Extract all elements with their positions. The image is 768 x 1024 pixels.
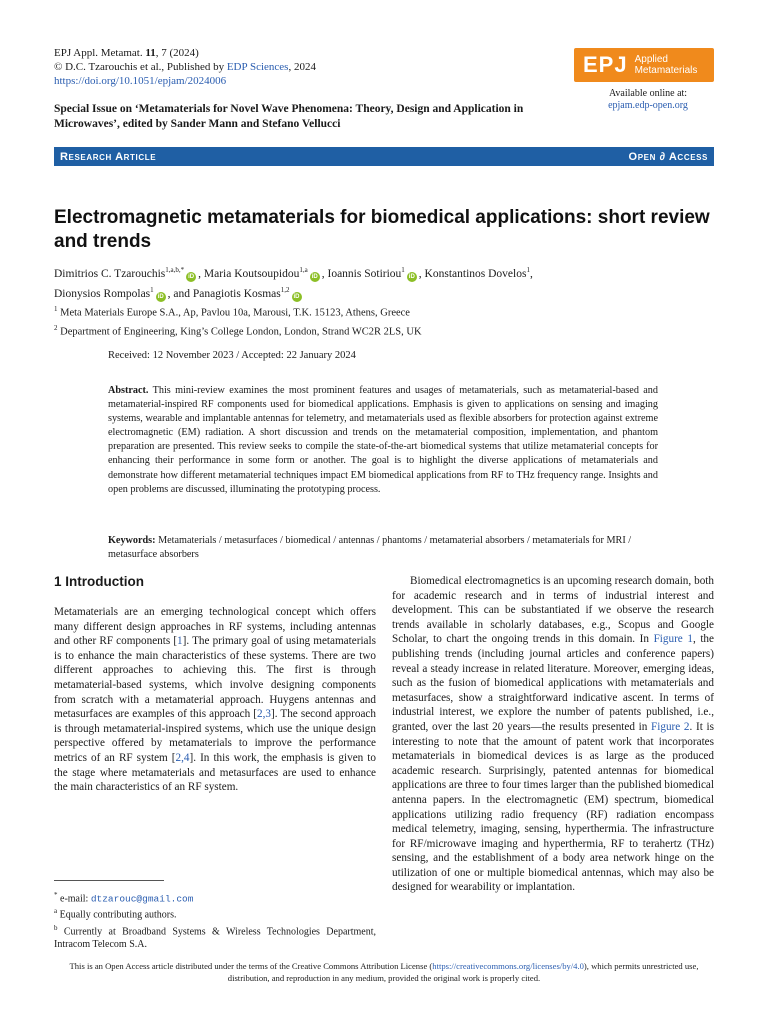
author: Maria Koutsoupidou bbox=[203, 267, 300, 280]
orcid-icon[interactable]: iD bbox=[311, 273, 318, 280]
author-superscript: 1,2 bbox=[280, 285, 290, 294]
left-column-body: Metamaterials are an emerging technological concept which offers many different design approaches in RF systems, including antennas and other RF components [1]. The primary goal of using metamaterials is to enhance the main characteristics of these systems. There are two different approaches to achieving this. The first is through metamaterial-based systems, which involve designing components from scratch with a metamaterial approach. Huygens antennas and metasurfaces are examples of this approach [2,3]. The second approach is through metamaterial-inspired systems, which use the unique design perspective offered by metamaterials to improve the performance metrics of an RF system [2,4]. In this work, the emphasis is given to the stage where metamaterials and metasurfaces are used to enhance the main characteristics of an RF system. bbox=[54, 606, 376, 794]
orcid-icon[interactable]: iD bbox=[408, 273, 415, 280]
orcid-icon[interactable]: iD bbox=[157, 293, 164, 300]
right-column-body: Biomedical electromagnetics is an upcoming research domain, both for academic research and in terms of industrial interest and development. This can be substantiated if we observe the research trends available in scholarly databases, e.g., Scopus and Google Scholar, to chart the ongoing trends in this domain. In Figure 1, the publishing trends (including journal articles and conference papers) reveal a steady increase in related literature. Moreover, emerging ideas, such as the fusion of biomedical applications with metamaterials and metasurfaces, show a straightforward indicative ascent. In terms of industrial interest, we explore the number of patents published, i.e., granted, over the last 20 years—the results presented in Figure 2. It is interesting to note that the amount of patent work that incorporates metamaterials in biomedical devices is as large as the produced academic research. Surprisingly, patented antennas for biomedical applications are three to four times larger than the published biomedical antenna papers. In the electromagnetic (EM) spectrum, biomedical applications utilizing radio frequency (RF) radiation encompass medical telemetry, imaging, sensing, hyperthermia. The infrastructure for RF/microwave imaging and hyperthermia, RF to terahertz (THz) sensing, and the establishment of a body area network hinge on the utilization of one or multiple biomedical antennas, which may also be designed for wearability or implantation. bbox=[392, 575, 714, 894]
author-superscript: 1 bbox=[526, 266, 530, 274]
license-notice: This is an Open Access article distributed under the terms of the Creative Commons Attribution License (https://creativecommons.org/licenses/by/4.0), which permits unrestricted use, distribution, and reproduction in any medium, provided the original work is properly cited. bbox=[69, 961, 699, 983]
email-link[interactable]: dtzarouc@gmail.com bbox=[90, 893, 194, 905]
affiliation-1: $^1$ Meta Materials Europe S.A., Ap, Pavlou 10a, Marousi, T.K. 15123, Athens, Greece bbox=[54, 305, 410, 319]
affiliations bbox=[54, 302, 714, 339]
article-title: Electromagnetic metamaterials for biomedical applications: short review and trends bbox=[54, 207, 710, 252]
logo-subtitle: Applied Metamaterials bbox=[634, 54, 698, 76]
article-type-bar bbox=[54, 147, 714, 166]
author: Panagiotis Kosmas bbox=[192, 287, 281, 300]
footnotes bbox=[54, 889, 376, 951]
article-type: Research Article bbox=[60, 150, 157, 163]
footnote-email: * e-mail: dtzarouc@gmail.com bbox=[54, 891, 194, 905]
special-issue-note: Special Issue on ‘Metamaterials for Novel Wave Phenomena: Theory, Design and Application in Microwaves’, edited by Sander Mann and Stefano Vellucci bbox=[54, 103, 524, 130]
abstract-text: This mini-review examines the most prominent features and usages of metamaterials, such as metamaterial-based and metamaterial-inspired RF components used for biomedical applications. Emphasis is given to applications on sensing and imaging systems, wearable and implantable antennas for telemetry, and metamaterials used as flexible absorbers for protection against extreme electromagnetic (EM) radiation. A short discussion and trends on the metamaterial composition, implementation, and phantom preparation are presented. This review seeks to compile the state-of-the-art biomedical systems that utilize metamaterial concepts for enhancing their performance in some form or another. The goal is to highlight the diverse applications of metamaterials and demonstrate how different metamaterial techniques impact EM biomedical applications from RF to THz frequency range. Insights and open problems are discussed, illuminating the prototyping process. bbox=[108, 385, 658, 495]
keywords-text: Metamaterials / metasurfaces / biomedical / antennas / phantoms / metamaterial absorbers / metamaterials for MRI / metasurface absorbers bbox=[108, 535, 632, 561]
author-superscript: 1 bbox=[401, 266, 405, 274]
footnote-b: $^b$ Currently at Broadband Systems & Wireless Technologies Department, Intracom Telecom S.A. bbox=[54, 923, 376, 950]
figure-2-link[interactable]: Figure 2 bbox=[651, 720, 690, 733]
author: Dionysios Rompolas bbox=[54, 287, 151, 300]
author: Konstantinos Dovelos bbox=[424, 267, 527, 280]
license-link[interactable]: https://creativecommons.org/licenses/by/4.0 bbox=[432, 961, 584, 971]
journal-logo bbox=[574, 48, 714, 82]
received-accepted-dates: Received: 12 November 2023 / Accepted: 22 January 2024 bbox=[108, 350, 356, 361]
author: Dimitrios C. Tzarouchis bbox=[54, 267, 166, 280]
affiliation-2: $^2$ Department of Engineering, King’s College London, London, Strand WC2R 2LS, UK bbox=[54, 323, 422, 337]
author-superscript: 1,a,b,* bbox=[165, 266, 185, 274]
copyright: © D.C. Tzarouchis et al., Published by EDP Sciences, 2024 bbox=[54, 61, 316, 73]
journal-url-link[interactable]: epjam.edp-open.org bbox=[608, 100, 688, 111]
footnote-a: $^a$ Equally contributing authors. bbox=[54, 907, 177, 921]
open-access-badge: Open ∂ Access bbox=[628, 150, 708, 163]
orcid-icon[interactable]: iD bbox=[293, 293, 300, 300]
ref-link-2-3[interactable]: 2,3 bbox=[256, 708, 271, 721]
author: Ioannis Sotiriou bbox=[327, 267, 402, 280]
available-online: Available online at: epjam.edp-open.org bbox=[608, 88, 688, 111]
abstract-label: Abstract. bbox=[108, 385, 149, 396]
keywords bbox=[108, 534, 668, 562]
author-list: Dimitrios C. Tzarouchis$^{1,a,b,*}$iD , Maria Koutsoupidou$^{1,a}$iD , Ioannis Sotiriou$^1$iD , Konstantinos Dovelos$^1$, Dionysios Rompolas$^1$iD , and Panagiotis Kosmas$^{1,2}$iD bbox=[54, 266, 533, 300]
logo-text: EPJ bbox=[583, 52, 628, 77]
section-heading-introduction: 1 Introduction bbox=[54, 574, 144, 589]
footnote-divider bbox=[54, 880, 164, 881]
keywords-label: Keywords: bbox=[108, 535, 156, 546]
ref-link-2-4[interactable]: 2,4 bbox=[175, 751, 190, 764]
author-superscript: 1,a bbox=[299, 266, 308, 274]
ref-link-1[interactable]: 1 bbox=[177, 635, 183, 648]
publisher-link[interactable]: EDP Sciences bbox=[226, 61, 289, 73]
citation: EPJ Appl. Metamat. 11, 7 (2024) bbox=[54, 47, 199, 59]
author-superscript: 1 bbox=[150, 285, 154, 294]
doi-link[interactable]: https://doi.org/10.1051/epjam/2024006 bbox=[54, 75, 227, 87]
orcid-icon[interactable]: iD bbox=[188, 273, 195, 280]
abstract bbox=[108, 384, 658, 497]
journal-meta bbox=[54, 46, 316, 88]
figure-1-link[interactable]: Figure 1 bbox=[653, 633, 693, 646]
